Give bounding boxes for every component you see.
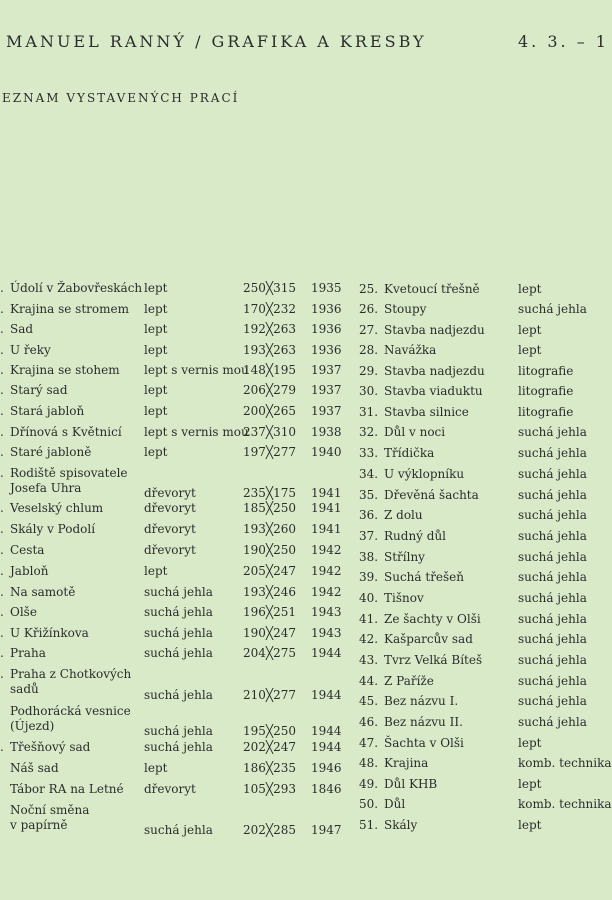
entry-year: 1944 (311, 740, 342, 754)
entry-num: . (0, 543, 4, 557)
entry-technique: suchá jehla (518, 508, 587, 522)
entry-title: Na samotě (10, 585, 76, 599)
entry-num: . (0, 605, 4, 619)
entry-technique: suchá jehla (518, 632, 587, 646)
entry-num: 37. (359, 529, 379, 543)
entry-num: 25. (359, 282, 379, 296)
entry-num: 34. (359, 467, 379, 481)
entry-dims: 193╳260 (243, 522, 297, 536)
entry-year: 1946 (311, 761, 342, 775)
entry-title: Rodiště spisovatele Josefa Uhra (10, 466, 128, 495)
entry-technique: lept (518, 282, 542, 296)
entry-technique: lept (518, 343, 542, 357)
entry-num: 32. (359, 425, 379, 439)
entry-title: Sad (10, 322, 34, 336)
entry-year: 1940 (311, 445, 342, 459)
entry-num: 41. (359, 612, 379, 626)
entry-title: Z Paříže (384, 674, 434, 688)
entry-dims: 193╳246 (243, 585, 297, 599)
entry-title: Stará jabloň (10, 404, 85, 418)
entry-title: U Křižínkova (10, 626, 89, 640)
entry-title: Krajina se stohem (10, 363, 120, 377)
entry-num: . (0, 466, 4, 480)
entry-technique: dřevoryt (144, 782, 196, 796)
entry-technique: suchá jehla (518, 467, 587, 481)
entry-title: Tišnov (384, 591, 424, 605)
entry-title: Staré jabloně (10, 445, 92, 459)
entry-num: . (0, 501, 4, 515)
entry-num: 29. (359, 364, 379, 378)
entry-num: 47. (359, 736, 379, 750)
entry-technique: komb. technika (518, 797, 612, 811)
entry-dims: 202╳285 (243, 823, 297, 837)
entry-technique: komb. technika (518, 756, 612, 770)
entry-year: 1935 (311, 281, 342, 295)
entry-dims: 237╳310 (243, 425, 297, 439)
entry-year: 1936 (311, 322, 342, 336)
entry-technique: suchá jehla (518, 715, 587, 729)
entry-year: 1937 (311, 404, 342, 418)
entry-num: 50. (359, 797, 379, 811)
entry-technique: lept (518, 736, 542, 750)
entry-num: 49. (359, 777, 379, 791)
entry-num: 42. (359, 632, 379, 646)
entry-year: 1938 (311, 425, 342, 439)
entry-title: Starý sad (10, 383, 68, 397)
entry-technique: suchá jehla (518, 529, 587, 543)
entry-year: 1936 (311, 343, 342, 357)
entry-title: Dřevěná šachta (384, 488, 479, 502)
entry-num: . (0, 322, 4, 336)
entry-year: 1944 (311, 646, 342, 660)
entry-year: 1943 (311, 626, 342, 640)
entry-technique: suchá jehla (518, 694, 587, 708)
entry-year: 1942 (311, 543, 342, 557)
entry-num: . (0, 740, 4, 754)
entry-num: 30. (359, 384, 379, 398)
entry-title: Cesta (10, 543, 45, 557)
entry-technique: lept (144, 281, 168, 295)
entry-dims: 170╳232 (243, 302, 297, 316)
entry-technique: lept (518, 323, 542, 337)
entry-title: Bez názvu II. (384, 715, 463, 729)
entry-technique: lept s vernis mou (144, 425, 249, 439)
entry-technique: dřevoryt (144, 501, 196, 515)
entry-title: Rudný důl (384, 529, 447, 543)
entry-technique: suchá jehla (518, 570, 587, 584)
entry-num: . (0, 626, 4, 640)
entry-title: Skály v Podolí (10, 522, 96, 536)
entry-year: 1944 (311, 688, 342, 702)
entry-technique: lept (518, 777, 542, 791)
entry-title: Stavba nadjezdu (384, 323, 485, 337)
entry-technique: lept (144, 383, 168, 397)
entry-title: Kašparcův sad (384, 632, 473, 646)
entry-title: Důl (384, 797, 406, 811)
entry-num: 33. (359, 446, 379, 460)
entry-technique: litografie (518, 364, 574, 378)
entry-year: 1942 (311, 585, 342, 599)
entry-num: 38. (359, 550, 379, 564)
entry-technique: lept (144, 343, 168, 357)
entry-title: Stavba viaduktu (384, 384, 483, 398)
entry-title: Třešňový sad (10, 740, 91, 754)
entry-title: Stavba nadjezdu (384, 364, 485, 378)
entry-title: U výklopníku (384, 467, 465, 481)
entry-title: Tvrz Velká Bíteš (384, 653, 483, 667)
entry-title: Noční směna v papírně (10, 803, 90, 832)
entry-title: Údolí v Žabovřeskách (10, 281, 143, 295)
entry-year: 1942 (311, 564, 342, 578)
entry-dims: 235╳175 (243, 486, 297, 500)
entry-num: 35. (359, 488, 379, 502)
entry-year: 1941 (311, 501, 342, 515)
entry-title: Krajina se stromem (10, 302, 129, 316)
entry-technique: lept (518, 818, 542, 832)
entry-title: Jabloň (10, 564, 49, 578)
entry-num: 28. (359, 343, 379, 357)
entry-technique: suchá jehla (518, 550, 587, 564)
entry-technique: suchá jehla (144, 585, 213, 599)
entry-num: 31. (359, 405, 379, 419)
entry-dims: 105╳293 (243, 782, 297, 796)
entry-num: . (0, 404, 4, 418)
entry-technique: suchá jehla (144, 740, 213, 754)
entry-technique: suchá jehla (518, 488, 587, 502)
entry-num: 45. (359, 694, 379, 708)
entry-technique: suchá jehla (518, 612, 587, 626)
entry-technique: suchá jehla (518, 446, 587, 460)
entry-title: Skály (384, 818, 418, 832)
entry-year: 1937 (311, 363, 342, 377)
entry-dims: 196╳251 (243, 605, 297, 619)
section-title: EZNAM VYSTAVENÝCH PRACÍ (2, 91, 240, 105)
entry-dims: 204╳275 (243, 646, 297, 660)
entry-title: Ze šachty v Olši (384, 612, 481, 626)
entry-num: 51. (359, 818, 379, 832)
entry-num: . (0, 445, 4, 459)
entry-title: Dřínová s Květnicí (10, 425, 122, 439)
entry-title: Důl KHB (384, 777, 438, 791)
entry-dims: 192╳263 (243, 322, 297, 336)
entry-dims: 195╳250 (243, 724, 297, 738)
entry-year: 1937 (311, 383, 342, 397)
entry-title: Stavba silnice (384, 405, 469, 419)
entry-num: . (0, 564, 4, 578)
entry-title: Krajina (384, 756, 429, 770)
entry-dims: 206╳279 (243, 383, 297, 397)
entry-num: . (0, 281, 4, 295)
catalog-header-date: 4. 3. – 1 (518, 32, 609, 51)
entry-num: 36. (359, 508, 379, 522)
entry-technique: suchá jehla (144, 823, 213, 837)
entry-title: Olše (10, 605, 37, 619)
entry-technique: lept (144, 404, 168, 418)
entry-title: Střílny (384, 550, 425, 564)
entry-dims: 250╳315 (243, 281, 297, 295)
catalog-header-title: MANUEL RANNÝ / GRAFIKA A KRESBY (6, 32, 427, 51)
entry-technique: suchá jehla (144, 724, 213, 738)
entry-technique: suchá jehla (518, 591, 587, 605)
entry-technique: lept s vernis mou (144, 363, 249, 377)
entry-year: 1936 (311, 302, 342, 316)
entry-num: . (0, 667, 4, 681)
entry-dims: 186╳235 (243, 761, 297, 775)
entry-dims: 200╳265 (243, 404, 297, 418)
entry-num: . (0, 383, 4, 397)
entry-technique: suchá jehla (518, 653, 587, 667)
entry-title: U řeky (10, 343, 51, 357)
entry-title: Třídička (384, 446, 435, 460)
entry-year: 1941 (311, 522, 342, 536)
entry-num: 46. (359, 715, 379, 729)
entry-title: Šachta v Olši (384, 736, 464, 750)
entry-technique: lept (144, 761, 168, 775)
entry-title: Z dolu (384, 508, 423, 522)
entry-technique: suchá jehla (144, 646, 213, 660)
entry-year: 1941 (311, 486, 342, 500)
entry-year: 1944 (311, 724, 342, 738)
entry-technique: lept (144, 564, 168, 578)
entry-dims: 193╳263 (243, 343, 297, 357)
entry-year: 1943 (311, 605, 342, 619)
entry-dims: 190╳247 (243, 626, 297, 640)
entry-technique: litografie (518, 405, 574, 419)
entry-technique: dřevoryt (144, 522, 196, 536)
entry-title: Praha z Chotkových sadů (10, 667, 132, 696)
entry-dims: 210╳277 (243, 688, 297, 702)
entry-num: 27. (359, 323, 379, 337)
entry-num: 40. (359, 591, 379, 605)
entry-num: . (0, 363, 4, 377)
entry-technique: dřevoryt (144, 486, 196, 500)
entry-dims: 190╳250 (243, 543, 297, 557)
entry-dims: 205╳247 (243, 564, 297, 578)
entry-num: 39. (359, 570, 379, 584)
entry-num: . (0, 585, 4, 599)
entry-dims: 148╳195 (243, 363, 297, 377)
entry-technique: suchá jehla (518, 425, 587, 439)
entry-technique: lept (144, 322, 168, 336)
entry-num: . (0, 302, 4, 316)
entry-title: Důl v noci (384, 425, 446, 439)
entry-title: Veselský chlum (10, 501, 104, 515)
entry-technique: suchá jehla (144, 605, 213, 619)
entry-num: . (0, 522, 4, 536)
entry-technique: suchá jehla (144, 626, 213, 640)
entry-num: 43. (359, 653, 379, 667)
entry-technique: lept (144, 302, 168, 316)
entry-num: 26. (359, 302, 379, 316)
entry-technique: suchá jehla (518, 674, 587, 688)
entry-num: . (0, 343, 4, 357)
entry-dims: 202╳247 (243, 740, 297, 754)
entry-year: 1947 (311, 823, 342, 837)
entry-technique: dřevoryt (144, 543, 196, 557)
entry-num: 48. (359, 756, 379, 770)
entry-title: Navážka (384, 343, 437, 357)
entry-title: Suchá třešeň (384, 570, 465, 584)
entry-num: 44. (359, 674, 379, 688)
entry-dims: 185╳250 (243, 501, 297, 515)
entry-technique: suchá jehla (518, 302, 587, 316)
entry-title: Náš sad (10, 761, 59, 775)
entry-title: Kvetoucí třešně (384, 282, 480, 296)
entry-num: . (0, 425, 4, 439)
entry-num: . (0, 646, 4, 660)
entry-title: Tábor RA na Letné (10, 782, 124, 796)
entry-title: Bez názvu I. (384, 694, 459, 708)
entry-title: Stoupy (384, 302, 427, 316)
entry-year: 1846 (311, 782, 342, 796)
entry-technique: suchá jehla (144, 688, 213, 702)
entry-technique: lept (144, 445, 168, 459)
entry-title: Praha (10, 646, 46, 660)
entry-technique: litografie (518, 384, 574, 398)
entry-dims: 197╳277 (243, 445, 297, 459)
entry-title: Podhorácká vesnice (Újezd) (10, 704, 131, 733)
